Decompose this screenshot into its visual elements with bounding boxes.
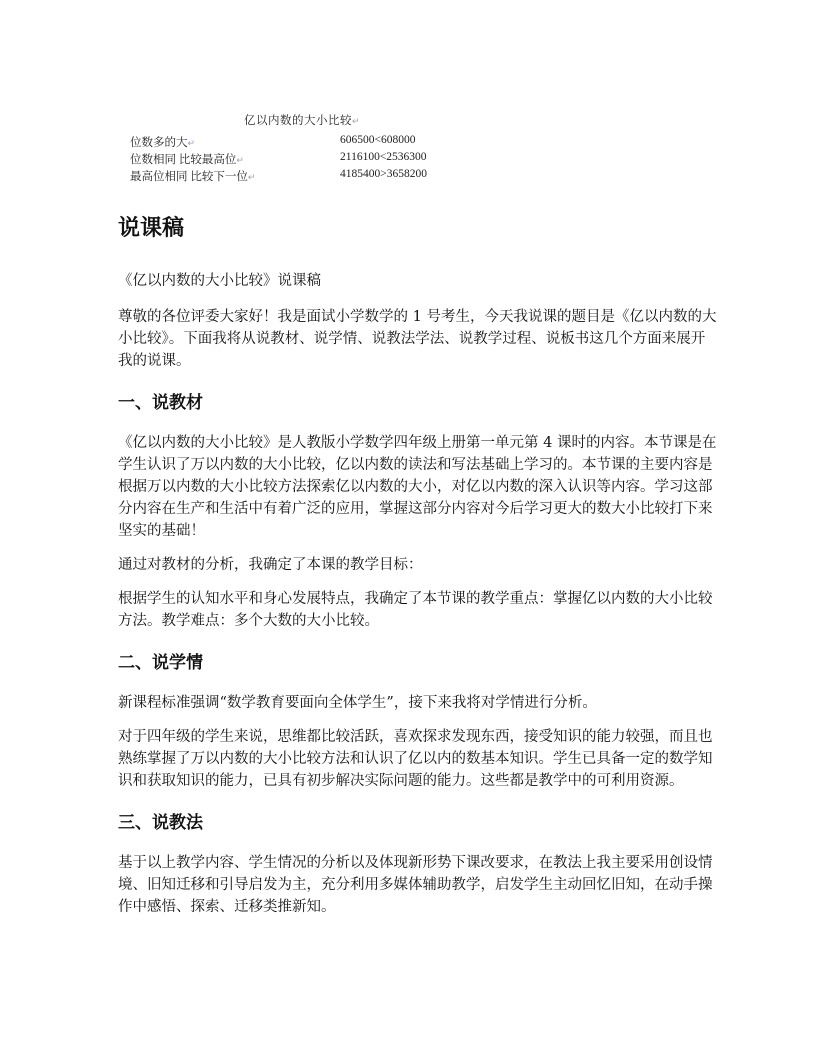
paragraph: 对于四年级的学生来说，思维都比较活跃，喜欢探求发现东西，接受知识的能力较强，而且也熟练掌握了万以内数的大小比较方法和认识了亿以内的数基本知识。学生已具备一定的数学知识和获取知识的能力，已具有初步解决实际问题的能力。这些都是教学中的可利用资源。 bbox=[118, 729, 713, 789]
section-heading: 三、说教法 bbox=[118, 813, 203, 833]
paragraph: 通过对教材的分析，我确定了本课的教学目标： bbox=[118, 557, 423, 573]
page-title: 说课稿 bbox=[118, 216, 185, 241]
section-heading: 一、说教材 bbox=[118, 393, 203, 413]
paragraph: 《亿以内数的大小比较》是人教版小学数学四年级上册第一单元第 4 课时的内容。本节课是在学生认识了万以内数的大小比较，亿以内数的读法和写法基础上学习的。本节课的主要内容是根据万以内数的大小比较方法探索亿以内数的大小，对亿以内数的深入认识等内容。学习这部分内容在生产和生活中有着广泛的应用，掌握这部分内容对今后学习更大的数大小比较打下来坚实的基础！ bbox=[118, 435, 717, 539]
board-row-label: 最高位相同 比较下一位 bbox=[130, 171, 248, 183]
board-row-example: 606500<608000 bbox=[340, 134, 416, 146]
paragraph: 根据学生的认知水平和身心发展特点，我确定了本节课的教学重点：掌握亿以内数的大小比较方法。教学难点：多个大数的大小比较。 bbox=[118, 591, 713, 629]
paragraph: 新课程标准强调“数学教育要面向全体学生”，接下来我将对学情进行分析。 bbox=[118, 695, 597, 711]
section-methods bbox=[118, 810, 718, 918]
section-students bbox=[118, 650, 718, 792]
board-row-example: 2116100<2536300 bbox=[340, 151, 427, 163]
board-row-label: 位数相同 比较最高位 bbox=[130, 154, 237, 166]
section-heading: 二、说学情 bbox=[118, 653, 203, 673]
board-image: 亿以内数的大小比较↵ 位数多的大↵ 606500<608000 位数相同 比较最高位↵ 2116100<2536300 最高位相同 比较下一位↵ 4185400>3658200 bbox=[118, 108, 448, 184]
section-textbook bbox=[118, 390, 718, 632]
paragraph: 基于以上教学内容、学生情况的分析以及体现新形势下课改要求，在教法上我主要采用创设情境、旧知迁移和引导启发为主，充分利用多媒体辅助教学，启发学生主动回忆旧知，在动手操作中感悟、探索、迁移类推新知。 bbox=[118, 855, 713, 915]
board-row-example: 4185400>3658200 bbox=[340, 168, 427, 180]
intro-paragraph: 尊敬的各位评委大家好！我是面试小学数学的 1 号考生，今天我说课的题目是《亿以内数的大小比较》。下面我将从说教材、说学情、说教法学法、说教学过程、说板书这几个方面来展开我的说课。 bbox=[118, 309, 717, 369]
board-row-label: 位数多的大 bbox=[130, 137, 188, 149]
board-title: 亿以内数的大小比较↵ bbox=[244, 115, 361, 127]
document-body bbox=[118, 212, 718, 930]
document-subtitle: 《亿以内数的大小比较》说课稿 bbox=[118, 273, 321, 289]
